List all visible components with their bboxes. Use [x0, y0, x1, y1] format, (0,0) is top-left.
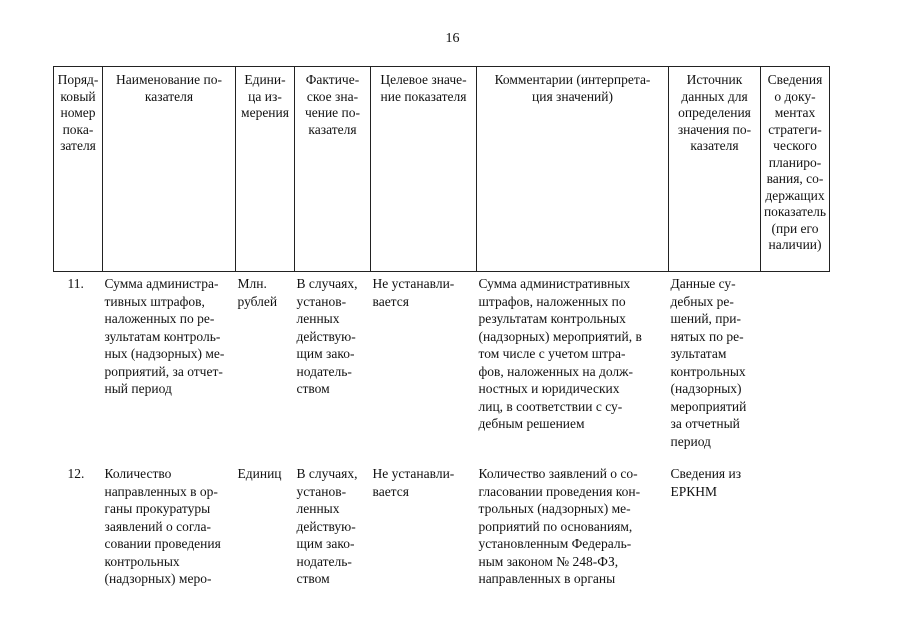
table-row — [54, 272, 830, 454]
table-header-row — [54, 67, 830, 272]
data-source: Сведения из ЕРКНМ — [670, 466, 742, 499]
planning-documents — [761, 453, 830, 623]
header-cell-actual: Фактиче- ское зна- чение по- казателя — [295, 67, 371, 272]
header-cell-comment: Комментарии (интерпрета- ция значений) — [477, 67, 669, 272]
actual-value: В случаях, установ- ленных действую- щим зако- нодатель- ством — [296, 466, 358, 586]
actual-value: В случаях, установ- ленных действую- щим зако- нодатель- ством — [296, 276, 358, 396]
row-number: 11. — [67, 276, 84, 291]
unit-of-measure: Млн. рублей — [237, 276, 278, 309]
header-cell-unit: Едини- ца из- мерения — [236, 67, 295, 272]
unit-of-measure: Единиц — [237, 466, 282, 481]
target-value: Не устанавли- вается — [372, 276, 455, 309]
page-number: 16 — [445, 31, 460, 46]
header-cell-target: Целевое значе- ние показателя — [371, 67, 477, 272]
indicator-name: Количество направленных в ор- ганы прокуратуры заявлений о согла- совании проведения контрольных (надзорных) меро- — [104, 466, 221, 586]
comment: Количество заявлений о со- гласовании проведения кон- трольных (надзорных) ме- роприятий по основаниям, установленным Федераль- ным законом № 248-ФЗ, направленных в органы — [478, 466, 641, 586]
indicators-table — [53, 66, 830, 623]
comment: Сумма административных штрафов, наложенных по результатам контрольных (надзорных) мероприятий, в том числе с учетом штра- фов, наложенных на долж- ностных и юридических лиц, в соответствии с су- дебным решением — [478, 276, 642, 431]
data-source: Данные су- дебных ре- шений, при- нятых по ре- зультатам контрольных (надзорных) мероприятий за отчетный период — [670, 276, 747, 449]
header-cell-source: Источник данных для определения значения по- казателя — [669, 67, 761, 272]
indicator-name: Сумма администра- тивных штрафов, наложенных по ре- зультатам контроль- ных (надзорных) ме- роприятий, за отчет- ный период — [104, 276, 225, 396]
header-cell-documents: Сведения о доку- ментах стратеги- ческого планиро- вания, со- держащих показатель (при его наличии) — [761, 67, 830, 272]
planning-documents — [761, 272, 830, 454]
header-cell-number: Поряд- ковый номер пока- зателя — [54, 67, 103, 272]
table-row — [54, 453, 830, 623]
header-cell-name: Наименование по- казателя — [103, 67, 236, 272]
target-value: Не устанавли- вается — [372, 466, 455, 499]
row-number: 12. — [67, 466, 85, 481]
